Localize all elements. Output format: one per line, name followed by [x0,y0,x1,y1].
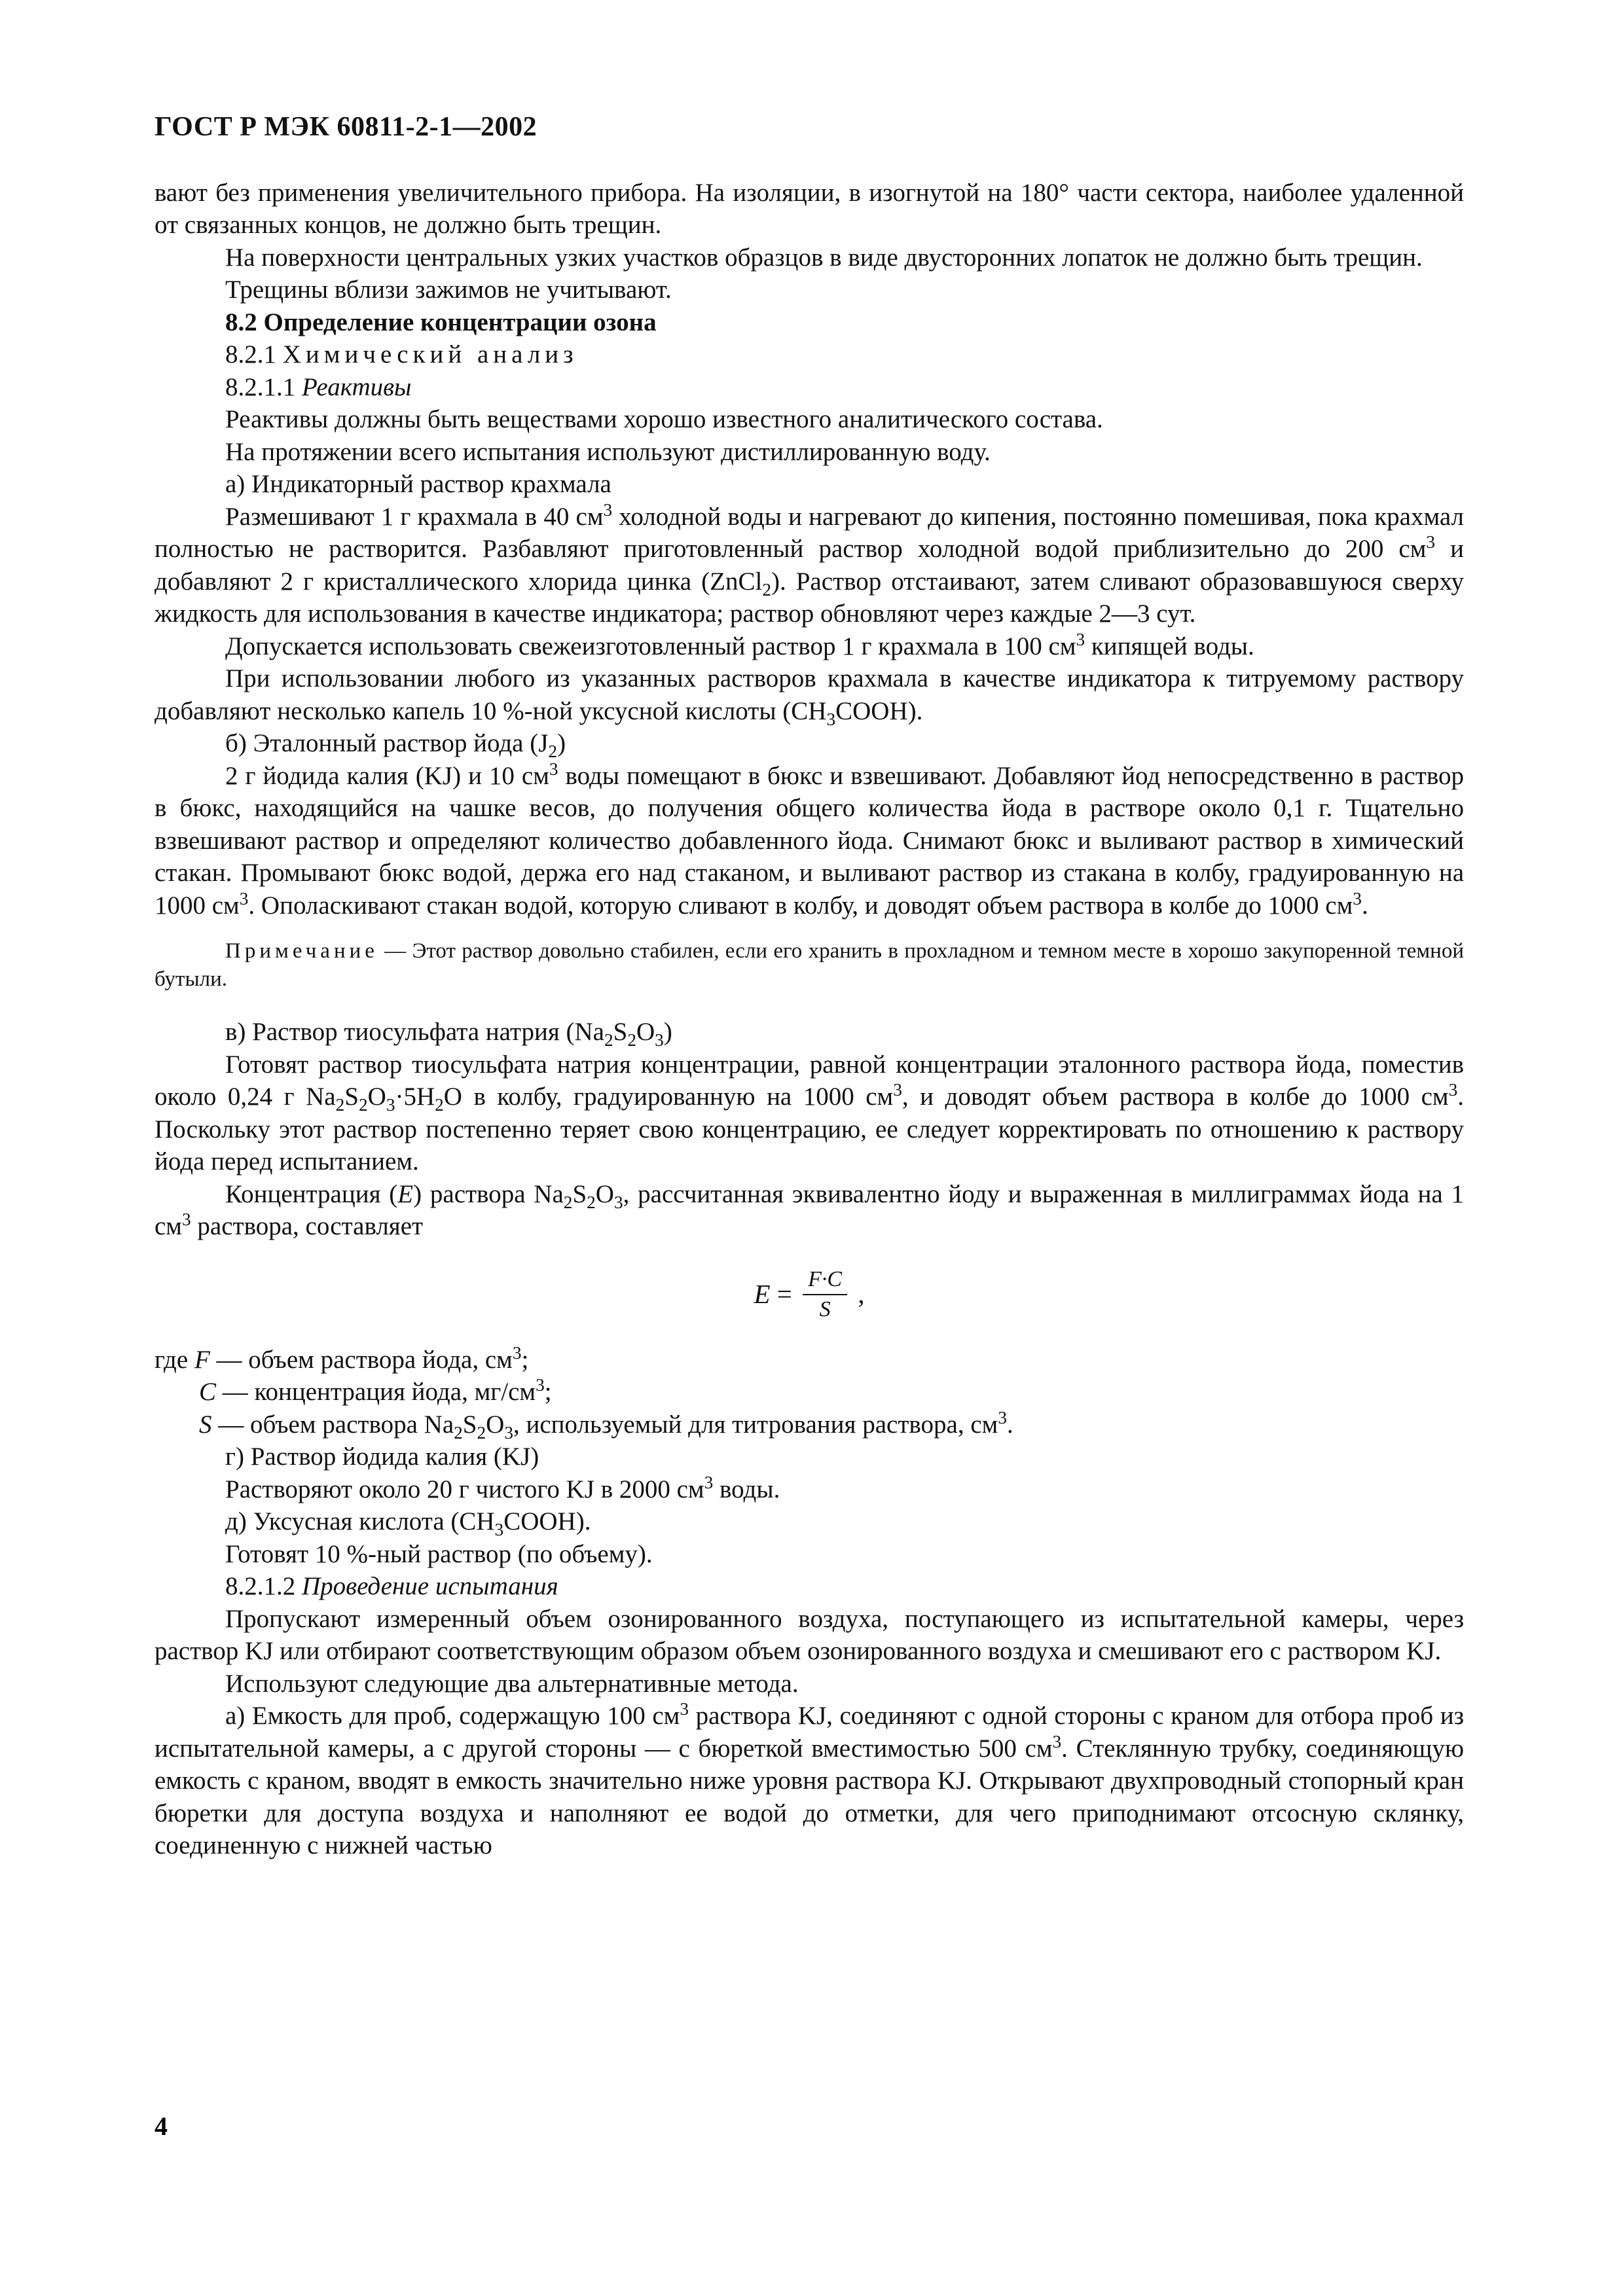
paragraph: Используют следующие два альтернативные метода. [225,1669,799,1698]
symbol: F [194,1345,210,1374]
text-run: . Поскольку этот раствор постепенно теряет свою концентрацию, ее следует корректировать по отношению к раствору йода перед испытанием. [155,1083,1465,1175]
note-heading: Примечание [225,939,378,963]
subscript: 2 [454,1422,463,1443]
subsubsection-title: Проведение испытания [302,1572,558,1600]
text-run: S [344,1083,359,1111]
legend-line [155,1376,1464,1408]
text-run: , используемый для титрования раствора, см [513,1410,998,1439]
formula-fraction [803,1266,847,1323]
text-run: а) Емкость для проб, содержащую 100 см [225,1702,680,1730]
text-run: воды. [713,1475,780,1503]
text-run: , рассчитанная эквивалентно йоду и выраженная в миллиграммах йода на 1 см [155,1179,1464,1240]
superscript: 3 [1353,888,1362,908]
subscript: 2 [548,741,558,761]
superscript: 3 [704,1472,714,1492]
superscript: 3 [680,1699,689,1719]
text-run: O [595,1179,614,1208]
text-run: ; [521,1345,529,1374]
text-run: ) [557,729,566,757]
document-header: ГОСТ Р МЭК 60811-2-1—2002 [155,112,538,142]
text-run: При использовании любого из указанных растворов крахмала в качестве индикатора к титруемому раствору добавляют несколько капель 10 %-ной уксусной кислоты (CH [155,664,1464,725]
paragraph [155,760,1464,922]
text-run: S [572,1179,587,1208]
text-run: , и доводят объем раствора в колбе до 1000 см [902,1083,1449,1111]
subsection-heading [155,338,1464,371]
superscript: 3 [1448,1080,1458,1100]
text-run: раствора, составляет [191,1212,424,1240]
text-run: Размешивают 1 г крахмала в 40 см [225,502,604,531]
text-run: ). Раствор отстаивают, затем сливают образовавшуюся сверху жидкость для использования в качестве индикатора; раствор обновляют через каждые 2—3 сут. [155,567,1464,628]
list-item-title [155,1505,1464,1538]
note-text: — Этот раствор довольно стабилен, если его хранить в прохладном и темном месте в хорошо закупоренной темной бутыли. [155,939,1464,991]
subsubsection-number: 8.2.1.2 [225,1572,296,1600]
subscript: 2 [435,1094,444,1115]
paragraph: На поверхности центральных узких участков образцов в виде двусторонних лопаток не должно быть трещин. [225,243,1423,272]
subscript: 3 [494,1519,504,1539]
superscript: 3 [1426,532,1436,552]
text-run: . [1361,891,1368,920]
text-run: S [613,1018,628,1046]
superscript: 3 [512,1342,522,1363]
text-run: Концентрация ( [225,1179,398,1208]
legend-line [155,1344,1464,1376]
paragraph [155,501,1464,630]
text-run: где [155,1345,194,1374]
superscript: 3 [1052,1731,1062,1751]
text-run: д) Уксусная кислота (CH [225,1507,495,1535]
subsubsection-heading [155,1570,1464,1603]
subscript: 2 [358,1094,368,1115]
subscript: 2 [563,1192,573,1212]
note [155,937,1464,994]
legend-line [155,1408,1464,1441]
text-run: ) [663,1018,672,1046]
formula-tail: , [851,1278,865,1309]
paragraph: Готовят 10 %-ный раствор (по объему). [225,1539,653,1568]
symbol: E [397,1179,414,1208]
text-run: ; [544,1378,552,1406]
formula-denominator: S [819,1297,831,1321]
subsection-title: Химический анализ [282,340,578,368]
subscript: 2 [604,1030,613,1050]
subscript: 2 [587,1192,596,1212]
subsection-number: 8.2.1 [225,340,276,368]
text-run: . Стеклянную трубку, соединяющую емкость с краном, вводят в емкость значительно ниже уровня раствора KJ. Открывают двухпроводный стопорный кран бюретки для доступа воздуха и наполняют ее водой до отметки, для чего приподнимают отсосную склянку, соединенную с нижней частью [155,1734,1464,1859]
subscript: 2 [627,1030,636,1050]
symbol: C [199,1378,217,1406]
symbol: S [199,1410,212,1439]
superscript: 3 [893,1080,902,1100]
text-run: воды помещают в бюкс и взвешивают. Добавляют йод непосредственно в раствор в бюкс, находящийся на чашке весов, до получения общего количества йода в растворе около 0,1 г. Тщательно взвешивают раствор и определяют количество добавленного йода. Снимают бюкс и выливают раствор в химический стакан. Промывают бюкс водой, держа его над стаканом, и выливают раствор из стакана в колбу, градуированную на 1000 см [155,761,1464,920]
text-run: . Ополаскивают стакан водой, которую сливают в колбу, и доводят объем раствора в колбе до 1000 см [248,891,1353,920]
superscript: 3 [603,499,613,520]
paragraph [155,630,1464,663]
section-heading: 8.2 Определение концентрации озона [225,308,657,336]
formula-lhs: E [754,1278,771,1309]
list-item-title: а) Индикаторный раствор крахмала [225,470,611,498]
page-number: 4 [155,2111,168,2141]
text-run: Готовят раствор тиосульфата натрия концентрации, равной концентрации эталонного раствора йода, поместив около 0,24 г Na [155,1050,1464,1111]
text-run: 2 г йодида калия (KJ) и 10 см [225,761,549,790]
document-page [155,111,1464,1862]
paragraph: Пропускают измеренный объем озонированного воздуха, поступающего из испытательной камеры, через раствор KJ или отбирают соответствующим образом объем озонированного воздуха и смешивают его с раствором KJ. [155,1604,1464,1665]
list-item-title: г) Раствор йодида калия (KJ) [225,1443,539,1471]
text-run: — объем раствора Na [211,1410,454,1439]
paragraph: Реактивы должны быть веществами хорошо известного аналитического состава. [225,405,1103,433]
text-run: O [486,1410,505,1439]
text-run: COOH). [835,696,923,725]
text-run: Допускается использовать свежеизготовленный раствор 1 г крахмала в 100 см [225,632,1076,660]
text-run: ·5H [395,1083,435,1111]
subsubsection-title: Реактивы [302,372,412,401]
text-run: ) раствора Na [413,1179,564,1208]
superscript: 3 [1076,629,1085,649]
subscript: 3 [826,709,836,729]
text-run: S [462,1410,477,1439]
subscript: 3 [504,1422,513,1443]
list-item-title [155,1016,1464,1049]
list-item-title [155,727,1464,760]
superscript: 3 [182,1210,191,1229]
text-run: в) Раствор тиосульфата натрия (Na [225,1018,604,1046]
paragraph [155,1178,1464,1243]
subscript: 3 [613,1192,623,1212]
text-run: O [636,1018,655,1046]
text-run: — концентрация йода, мг/см [216,1378,536,1406]
superscript: 3 [536,1375,545,1395]
subscript: 3 [386,1094,395,1115]
paragraph [155,1049,1464,1178]
formula [155,1266,1464,1323]
paragraph [155,1700,1464,1862]
text-run: раствора KJ, соединяют с одной стороны с краном для отбора проб из испытательной камеры, а с другой стороны — с бюреткой вместимостью 500 см [155,1702,1464,1763]
text-run: б) Эталонный раствор йода (J [225,729,549,757]
subscript: 2 [335,1094,345,1115]
text-run: кипящей воды. [1085,632,1254,660]
text-run: Растворяют около 20 г чистого KJ в 2000 см [225,1475,704,1503]
text-run: O [367,1083,386,1111]
text-run: O в колбу, градуированную на 1000 см [443,1083,894,1111]
subscript: 3 [655,1030,664,1050]
subsubsection-number: 8.2.1.1 [225,372,296,401]
paragraph: вают без применения увеличительного прибора. На изоляции, в изогнутой на 180° части сектора, наиболее удаленной от связанных концов, не должно быть трещин. [155,178,1464,239]
text-run: — объем раствора йода, см [210,1345,513,1374]
paragraph: Трещины вблизи зажимов не учитывают. [225,276,672,304]
text-run: COOH). [503,1507,591,1535]
subscript: 2 [477,1422,486,1443]
text-run: холодной воды и нагревают до кипения, постоянно помешивая, пока крахмал полностью не растворится. Разбавляют приготовленный раствор холодной водой приблизительно до 200 см [155,502,1464,563]
formula-numerator: F·C [803,1266,847,1295]
superscript: 3 [239,888,249,908]
paragraph [155,662,1464,727]
superscript: 3 [549,759,558,779]
subsubsection-heading [155,371,1464,404]
superscript: 3 [998,1407,1007,1427]
paragraph [155,1473,1464,1506]
paragraph: На протяжении всего испытания используют дистиллированную воду. [225,437,991,466]
formula-equals: = [770,1278,799,1309]
text-run: и добавляют 2 г кристаллического хлорида цинка (ZnCl [155,535,1464,596]
subscript: 2 [762,579,771,600]
text-run: . [1006,1410,1013,1439]
